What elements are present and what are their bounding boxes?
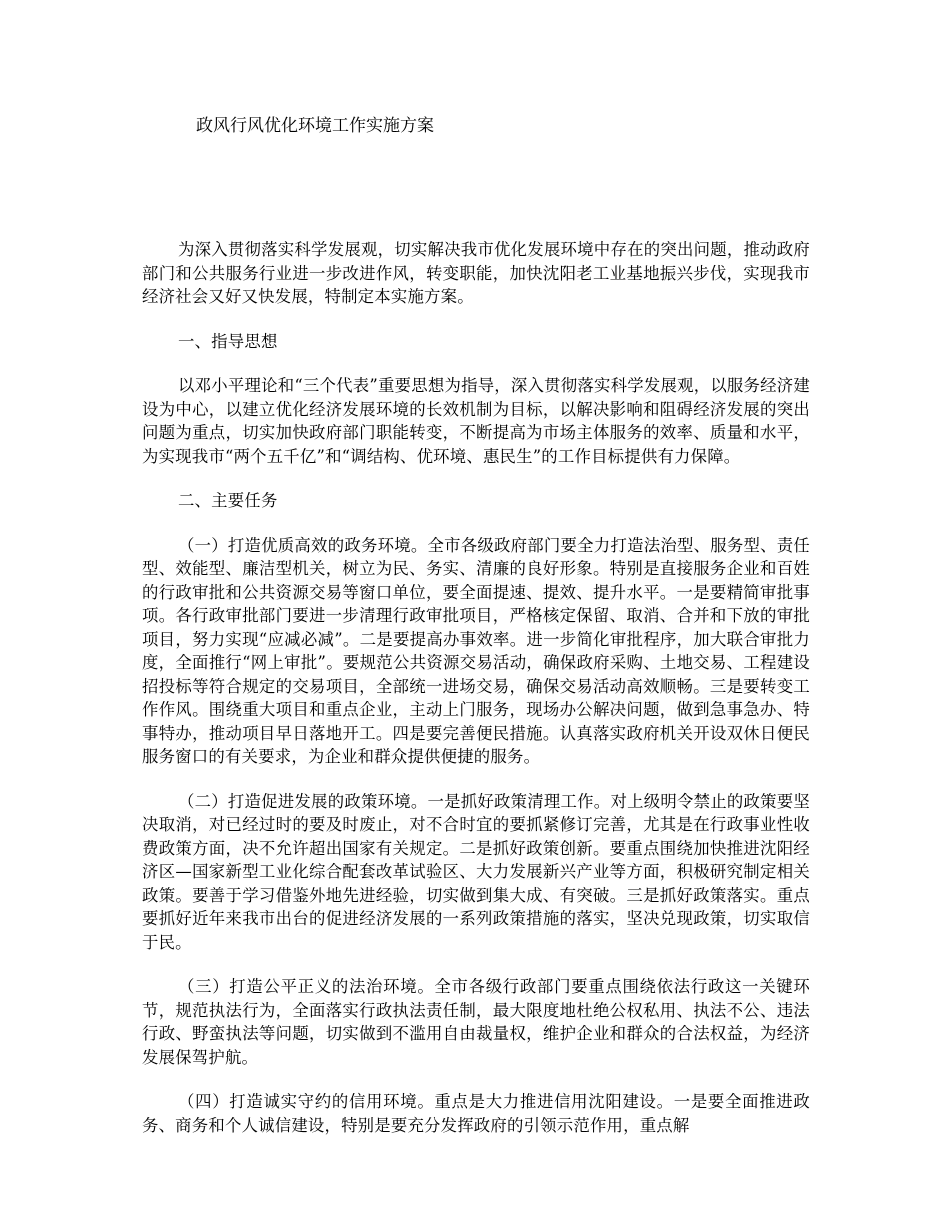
paragraph-task-2: （二）打造促进发展的政策环境。一是抓好政策清理工作。对上级明令禁止的政策要坚决取消，对已经过时的要及时废止，对不合时宜的要抓紧修订完善，尤其是在行政事业性收费政策方面，决不允许超出国家有关规定。二是抓好政策创新。要重点围绕加快推进沈阳经济区—国家新型工业化综合配套改革试验区、大力发展新兴产业等方面，积极研究制定相关政策。要善于学习借鉴外地先进经验，切实做到集大成、有突破。三是抓好政策落实。重点要抓好近年来我市出台的促进经济发展的一系列政策措施的落实，坚决兑现政策，切实取信于民。 xyxy=(142,791,810,952)
paragraph-task-4: （四）打造诚实守约的信用环境。重点是大力推进信用沈阳建设。一是要全面推进政务、商务和个人诚信建设，特别是要充分发挥政府的引领示范作用，重点解 xyxy=(142,1092,810,1135)
section-heading-guiding-ideology: 一、指导思想 xyxy=(178,331,278,351)
document-title: 政风行风优化环境工作实施方案 xyxy=(196,116,434,136)
paragraph-task-1: （一）打造优质高效的政务环境。全市各级政府部门要全力打造法治型、服务型、责任型、效能型、廉洁型机关，树立为民、务实、清廉的良好形象。特别是直接服务企业和百姓的行政审批和公共资源交易等窗口单位，要全面提速、提效、提升水平。一是要精简审批事项。各行政审批部门要进一步清理行政审批项目，严格核定保留、取消、合并和下放的审批项目，努力实现“应减必减”。二是要提高办事效率。进一步简化审批程序，加大联合审批力度，全面推行“网上审批”。要规范公共资源交易活动，确保政府采购、土地交易、工程建设招投标等符合规定的交易项目，全部统一进场交易，确保交易活动高效顺畅。三是要转变工作作风。围绕重大项目和重点企业，主动上门服务，现场办公解决问题，做到急事急办、特事特办，推动项目早日落地开工。四是要完善便民措施。认真落实政府机关开设双休日便民服务窗口的有关要求，为企业和群众提供便捷的服务。 xyxy=(142,535,810,766)
paragraph-intro: 为深入贯彻落实科学发展观，切实解决我市优化发展环境中存在的突出问题，推动政府部门和公共服务行业进一步改进作风，转变职能，加快沈阳老工业基地振兴步伐，实现我市经济社会又好又快发展，特制定本实施方案。 xyxy=(142,240,810,306)
paragraph-task-3: （三）打造公平正义的法治环境。全市各级行政部门要重点围绕依法行政这一关键环节，规范执法行为，全面落实行政执法责任制，最大限度地杜绝公权私用、执法不公、违法行政、野蛮执法等问题，切实做到不滥用自由裁量权，维护企业和群众的合法权益，为经济发展保驾护航。 xyxy=(142,977,810,1067)
section-heading-main-tasks: 二、主要任务 xyxy=(178,491,278,510)
document-body xyxy=(142,238,810,1158)
paragraph-guiding-ideology: 以邓小平理论和“三个代表”重要思想为指导，深入贯彻落实科学发展观，以服务经济建设为中心，以建立优化经济发展环境的长效机制为目标，以解决影响和阻碍经济发展的突出问题为重点，切实加快政府部门职能转变，不断提高为市场主体服务的效率、质量和水平，为实现我市“两个五千亿”和“调结构、优环境、惠民生”的工作目标提供有力保障。 xyxy=(142,376,810,466)
